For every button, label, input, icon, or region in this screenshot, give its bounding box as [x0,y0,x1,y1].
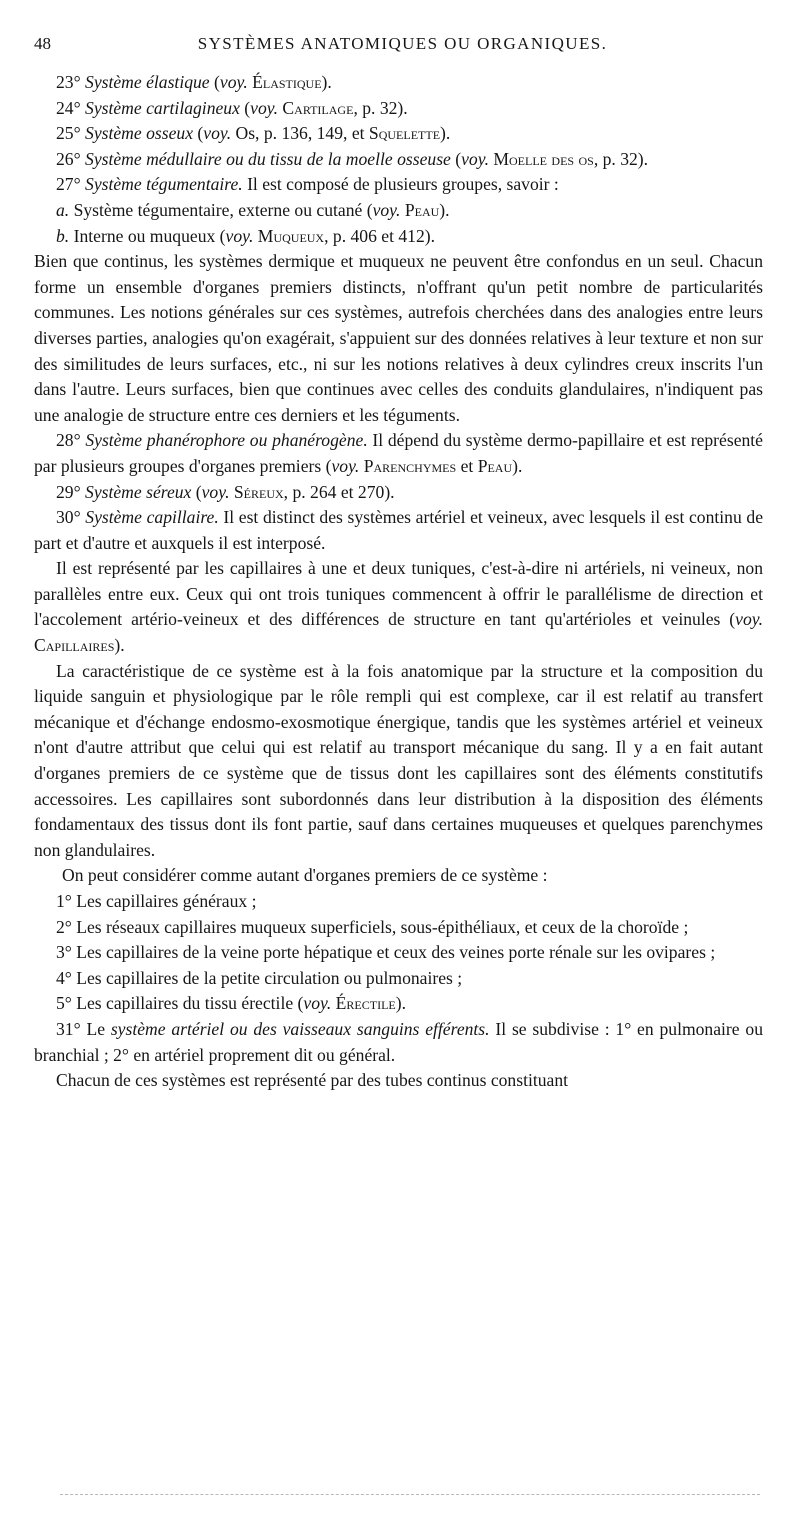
paragraph-p30 [34,505,763,556]
text-run: Bien que continus, les systèmes dermique et muqueux ne peuvent être confondus en un seul. Chacun forme un ensemble d'organes premiers distincts, n'offrant qu'un petit nombre de particularités communes. Les notions générales sur ces systèmes, autrefois cherchées dans des analogies entre leurs diverses parties, analogies qu'on exagérait, s'appuient sur des données relatives à leur texture et non sur des similitudes de leurs surfaces, etc., ni sur les notions relatives à deux cylindres creux inscrits l'un dans l'autre. Leurs surfaces, bien que continues avec celles des conduits glandulaires, n'indiquent pas une analogie de structure entre ces derniers et les téguments. [34,251,763,425]
text-run: b. [56,225,70,246]
text-run: Système cartilagineux [85,97,240,118]
text-run: 31° Le [56,1018,111,1039]
paragraph-p31 [34,1017,763,1068]
text-run: et [456,455,478,476]
text-run: voy. [303,993,332,1014]
text-run: 4° Les capillaires de la petite circulation ou pulmonaires ; [56,967,463,988]
text-run: Peau [404,199,440,220]
text-run: Système capillaire. [85,507,219,528]
text-run: Squelette [368,123,441,144]
text-run: Système médullaire ou du tissu de la moelle osseuse [85,148,451,169]
text-run: voy. [219,72,248,92]
text-run: Système séreux [85,481,192,502]
text-run: voy. [735,609,763,630]
text-run: voy. [225,225,254,246]
text-run: Il dépend du système dermo-papillaire et est représenté par plusieurs groupes d'organes premiers ( [34,430,763,476]
text-run: Système phanérophore ou phanérogène. [85,430,368,451]
text-run: Système élastique [85,72,210,92]
text-run: système artériel ou des vaisseaux sanguins efférents. [110,1018,490,1039]
text-run: 30° [56,507,86,528]
text-run: Il se subdivise : 1° en pulmonaire ou branchial ; 2° en artériel proprement dit ou général. [34,1018,764,1065]
text-run: 5° Les capillaires du tissu érectile ( [56,993,304,1014]
text-run: voy. [250,97,279,118]
text-run: 27° [56,174,86,195]
paragraph-p28 [34,428,763,479]
text-run: ( [191,481,202,502]
paragraph-p30e [34,889,763,915]
running-title: SYSTÈMES ANATOMIQUES OU ORGANIQUES. [197,34,608,53]
text-run: Os, p. 136, 149, et [231,123,369,144]
text-run: Système tégumentaire. [85,174,243,195]
text-run: 1° Les capillaires généraux ; [56,891,257,911]
page-number: 48 [34,34,51,53]
text-run: voy. [461,148,489,169]
paragraph-p30d [34,863,763,889]
text-run: On peut considérer comme autant d'organes premiers de ce système : [62,865,548,886]
paragraph-p25 [34,121,763,147]
text-run: a. [56,199,70,220]
text-run: Peau [477,455,513,476]
paragraph-p30i [34,991,763,1017]
text-run: ). [321,72,332,92]
paragraph-p31b [34,1068,763,1094]
text-run: Capillaires [34,635,115,656]
paragraph-p30h [34,966,763,992]
text-run: Érectile [335,993,396,1014]
text-run: voy. [203,123,232,144]
text-run: Parenchymes [363,455,457,476]
paragraph-p29 [34,480,763,506]
text-run: Chacun de ces systèmes est représenté par des tubes continus constituant [56,1070,569,1091]
paragraph-p27 [34,172,763,198]
text-run: 26° [56,148,86,169]
text-run: voy. [331,455,360,476]
text-run: Il est distinct des systèmes artériel et veineux, avec lesquels il est continu de part et d'autre et auxquels il est interposé. [34,507,764,553]
text-run: 28° [56,430,86,451]
text-run: 3° Les capillaires de la veine porte hépatique et ceux des veines porte rénale sur les ovipares ; [56,942,716,963]
text-run: ). [512,455,523,476]
page-body [34,70,763,1094]
text-run: Système tégumentaire, externe ou cutané ( [69,199,373,220]
paragraph-p30f [34,915,763,941]
paragraph-p30b [34,556,763,658]
text-run: ( [209,72,220,92]
text-run: Cartilage [282,97,354,118]
paragraph-p27c [34,249,763,428]
text-run: ( [193,123,204,144]
text-run: 23° [56,72,86,92]
text-run: La caractéristique de ce système est à la fois anatomique par la structure et la composition du liquide sanguin et physiologique par le rôle rempli qui est complexe, car il est relatif au transfert mécanique et d'échange endosmo-exosmotique énergique, tandis que les systèmes artériel et veineux n'ont d'autre attribut que celui qui est relatif au transport mécanique du sang. Il y a en fait autant d'organes premiers de ce système que de tissus dont les capillaires sont des éléments constitutifs accessoires. Les capillaires sont subordonnés dans leur distribution à la disposition des éléments fondamentaux des tissus dont ils font partie, sauf dans certaines muqueuses et quelques parenchymes non glandulaires. [34,660,763,860]
text-run: Élastique [252,72,322,92]
text-run: voy. [372,199,401,220]
text-run: Il est représenté par les capillaires à une et deux tuniques, c'est-à-dire ni artériels, ni veineux, non parallèles entre eux. Ceux qui ont trois tuniques commencent à offrir le parallélisme de direction et l'accolement artério-veineux et des différences de structure en tant qu'artérioles et veinules ( [34,558,763,630]
text-run: Muqueux [257,225,325,246]
text-run: 29° [56,481,86,502]
text-run: , p. 32). [353,97,408,118]
text-run: ). [439,199,450,220]
text-run: , p. 406 et 412). [324,225,436,246]
text-run: Système osseux [85,123,193,144]
paragraph-p30c [34,659,763,864]
text-run: 25° [56,123,86,144]
text-run: voy. [201,481,230,502]
paragraph-p23 [34,70,763,96]
text-run: Moelle des os [493,148,594,169]
text-run: , p. 32). [593,148,649,169]
text-run: ). [395,993,406,1014]
text-run: , p. 264 et 270). [283,481,395,502]
paragraph-p26 [34,147,763,173]
paragraph-p27a [34,198,763,224]
text-run: Interne ou muqueux ( [69,225,226,246]
text-run: 2° Les réseaux capillaires muqueux superficiels, sous-épithéliaux, et ceux de la choroïde ; [56,916,689,937]
text-run: ( [450,148,462,169]
text-run: Il est composé de plusieurs groupes, savoir : [242,174,559,195]
paragraph-p30g [34,940,763,966]
text-run: ( [239,97,251,118]
paragraph-p27b [34,224,763,250]
paragraph-p24 [34,96,763,122]
page-header [34,34,763,62]
text-run: ). [114,635,125,656]
text-run: Séreux [233,481,284,502]
text-run: ). [440,123,451,144]
text-run: 24° [56,97,86,118]
footer-rule [60,1494,760,1495]
